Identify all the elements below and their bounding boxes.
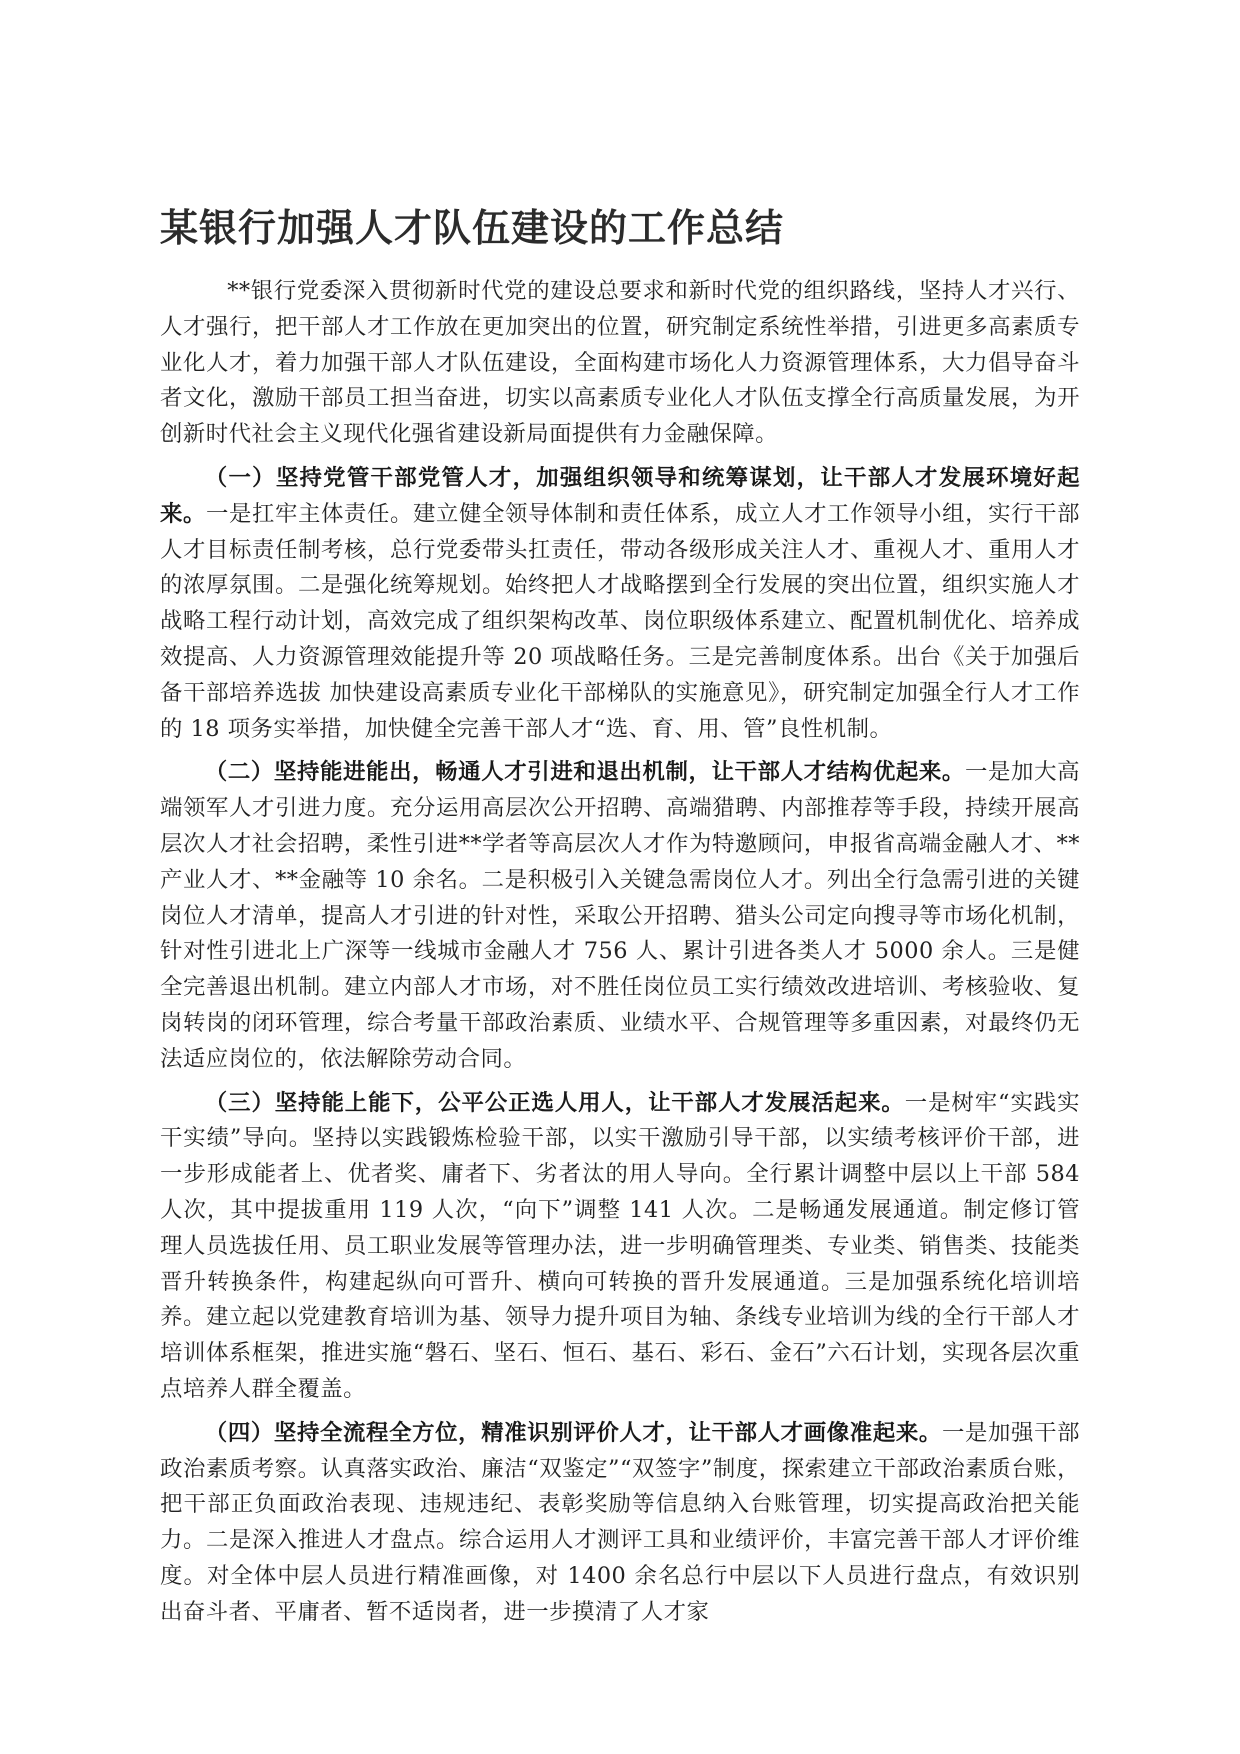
section-4-body: 一是加强干部政治素质考察。认真落实政治、廉洁“双鉴定”“双签字”制度，探索建立干部政治素质台账，把干部正负面政治表现、违规违纪、表彰奖励等信息纳入台账管理，切实提高政治把关能力。二是深入推进人才盘点。综合运用人才测评工具和业绩评价，丰富完善干部人才评价维度。对全体中层人员进行精准画像，对 1400 余名总行中层以下人员进行盘点，有效识别出奋斗者、平庸者、暂不适岗者，进一步摸清了人才家 <box>160 1419 1081 1625</box>
section-3-paragraph <box>160 1086 1080 1408</box>
section-3-heading: （三）坚持能上能下，公平公正选人用人，让干部人才发展活起来。 <box>204 1089 905 1116</box>
section-2-heading: （二）坚持能进能出，畅通人才引进和退出机制，让干部人才结构优起来。 <box>204 759 965 786</box>
section-1-body: 一是扛牢主体责任。建立健全领导体制和责任体系，成立人才工作领导小组，实行干部人才目标责任制考核，总行党委带头扛责任，带动各级形成关注人才、重视人才、重用人才的浓厚氛围。二是强化统筹规划。始终把人才战略摆到全行发展的突出位置，组织实施人才战略工程行动计划，高效完成了组织架构改革、岗位职级体系建立、配置机制优化、培养成效提高、人力资源管理效能提升等 20 项战略任务。三是完善制度体系。出台《关于加强后备干部培养选拔 加快建设高素质专业化干部梯队的实施意见》，研究制定加强全行人才工作的 18 项务实举措，加快健全完善干部人才“选、育、用、管”良性机制。 <box>160 500 1081 742</box>
document-page <box>160 200 1080 1638</box>
section-3-body: 一是树牢“实践实干实绩”导向。坚持以实践锻炼检验干部，以实干激励引导干部，以实绩考核评价干部，进一步形成能者上、优者奖、庸者下、劣者汰的用人导向。全行累计调整中层以上干部 584 人次，其中提拔重用 119 人次，“向下”调整 141 人次。二是畅通发展通道。制定修订管理人员选拔任用、员工职业发展等管理办法，进一步明确管理类、专业类、销售类、技能类晋升转换条件，构建起纵向可晋升、横向可转换的晋升发展通道。三是加强系统化培训培养。建立起以党建教育培训为基、领导力提升项目为轴、条线专业培训为线的全行干部人才培训体系框架，推进实施“磐石、坚石、恒石、基石、彩石、金石”六石计划，实现各层次重点培养人群全覆盖。 <box>160 1089 1080 1402</box>
intro-paragraph: **银行党委深入贯彻新时代党的建设总要求和新时代党的组织路线，坚持人才兴行、人才强行，把干部人才工作放在更加突出的位置，研究制定系统性举措，引进更多高素质专业化人才，着力加强干部人才队伍建设，全面构建市场化人力资源管理体系，大力倡导奋斗者文化，激励干部员工担当奋进，切实以高素质专业化人才队伍支撑全行高质量发展，为开创新时代社会主义现代化强省建设新局面提供有力金融保障。 <box>160 278 1080 448</box>
section-2-paragraph <box>160 755 1080 1077</box>
section-1-paragraph <box>160 461 1080 747</box>
section-4-paragraph <box>160 1416 1080 1631</box>
document-title: 某银行加强人才队伍建设的工作总结 <box>160 206 785 250</box>
section-4-heading: （四）坚持全流程全方位，精准识别评价人才，让干部人才画像准起来。 <box>204 1419 942 1446</box>
section-1-heading: （一）坚持党管干部党管人才，加强组织领导和统筹谋划，让干部人才发展环境好起来。 <box>160 464 1080 527</box>
section-2-body: 一是加大高端领军人才引进力度。充分运用高层次公开招聘、高端猎聘、内部推荐等手段，持续开展高层次人才社会招聘，柔性引进**学者等高层次人才作为特邀顾问，申报省高端金融人才、**产业人才、**金融等 10 余名。二是积极引入关键急需岗位人才。列出全行急需引进的关键岗位人才清单，提高人才引进的针对性，采取公开招聘、猎头公司定向搜寻等市场化机制，针对性引进北上广深等一线城市金融人才 756 人、累计引进各类人才 5000 余人。三是健全完善退出机制。建立内部人才市场，对不胜任岗位员工实行绩效改进培训、考核验收、复岗转岗的闭环管理，综合考量干部政治素质、业绩水平、合规管理等多重因素，对最终仍无法适应岗位的，依法解除劳动合同。 <box>160 759 1081 1072</box>
